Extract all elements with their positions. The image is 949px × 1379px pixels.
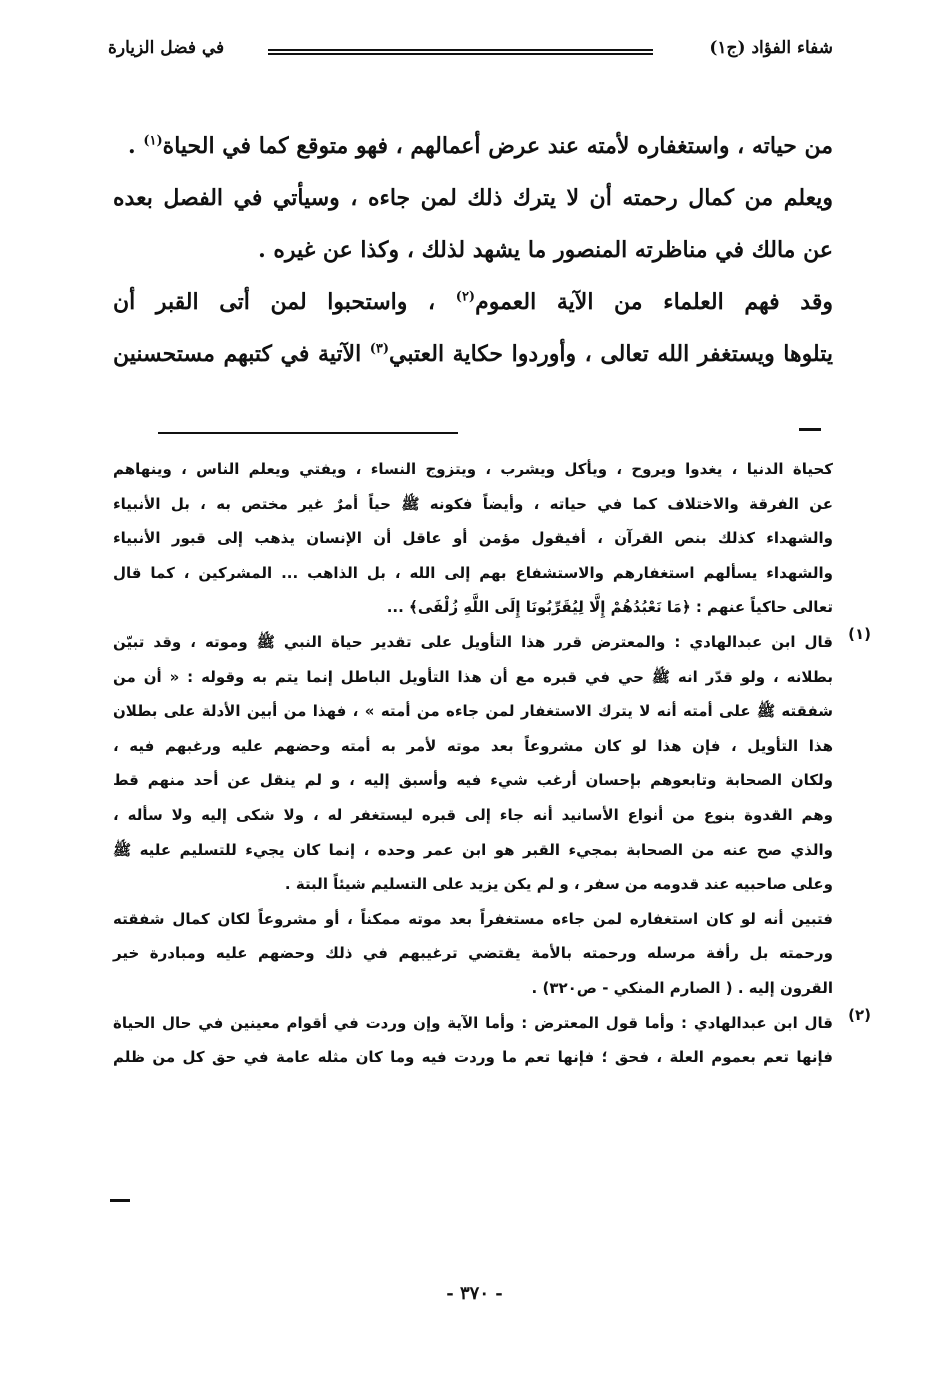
header-rule (268, 49, 653, 55)
continuation-dash (110, 1199, 130, 1202)
footnote-1 (113, 624, 871, 1006)
main-text (113, 120, 833, 380)
footnote-2 (113, 1005, 871, 1075)
footnote-dash (799, 428, 821, 431)
footnotes (113, 452, 871, 1075)
footnote-line: ورحمته بل رأفة مرسله ورحمته بالأمة يقتضي ترغيبهم في ذلك وحضهم عليه ومبادرة خير (113, 944, 833, 963)
footnote-line: قال ابن عبدالهادي : والمعترض قرر هذا التأويل على تقدير حياة النبي ﷺ وموته ، وقد تبيّن (113, 632, 833, 651)
body-line: ويعلم من كمال رحمته أن لا يترك ذلك لمن جاءه ، وسيأتي في الفصل بعده (113, 185, 833, 211)
body-line: وقد فهم العلماء من الآية العموم$^{(٢)}$ ، واستحبوا لمن أتى القبر أن (113, 289, 833, 315)
footnote-line: والشهداء كذلك بنص القرآن ، أفيقول مؤمن أو عاقل أن الإنسان يذهب إلى قبور الأنبياء (113, 529, 833, 548)
page-number: - ٣٧٠ - (446, 1283, 503, 1304)
footnote-ref: (٣) (369, 341, 390, 357)
footnote-line: فتبين أنه لو كان استغفاره لمن جاءه مستغفراً بعد موته ممكناً ، أو مشروعاً لكان كمال شفقته (113, 909, 833, 928)
footnote-line: تعالى حاكياً عنهم : ﴿مَا نَعْبُدُهُمْ إِلَّا لِيُقَرِّبُونَا إِلَى اللَّهِ زُلْفَى﴾ ... (386, 598, 833, 617)
book-title: شفاء الفؤاد (ج١) (709, 38, 833, 58)
footnote-line: كحياة الدنيا ، يغدوا ويروح ، ويأكل ويشرب ، ويتزوج النساء ، ويفتي ويعلم الناس ، وينهاهم (113, 460, 833, 478)
footnote-line: وهم القدوة بنوع من أنواع الأسانيد أنه جاء إلى قبره ليستغفر له ، ولا شكى إليه ولا سأله ، (113, 805, 833, 824)
footnote-line: والذي صح عنه من الصحابة بمجيء القبر هو ابن عمر وحده ، إنما كان يجيء للتسليم عليه ﷺ (113, 840, 833, 859)
footnote-line: ولكان الصحابة وتابعوهم بإحسان أرغب شيء فيه وأسبق إليه ، و لم ينقل عن أحد منهم قط (113, 771, 833, 790)
section-title: في فضل الزيارة (108, 38, 225, 58)
footnote-number: (٢) (848, 1005, 871, 1024)
footnote-separator (158, 432, 458, 434)
footnote-line: والشهداء يسألهم استغفارهم والاستشفاع بهم إلى الله ، بل الذاهب ... المشركين ، كما قال (113, 563, 833, 582)
footnote-line: عن الفرقة والاختلاف كما في حياته ، وأيضاً فكونه ﷺ حياً أمرٌ غير مختص به ، بل الأنبياء (113, 494, 833, 513)
footnote-line: هذا التأويل ، فإن هذا لو كان مشروعاً بعد موته لأمر به أمته وحضهم عليه ورغبهم فيه ، (113, 736, 833, 755)
footnote-line: القرون إليه . ( الصارم المنكي - ص٣٢٠) . (531, 978, 833, 997)
footnote-ref: (١) (143, 133, 163, 149)
body-line: من حياته ، واستغفاره لأمته عند عرض أعمالهم ، فهو متوقع كما في الحياة$^{(١)}$ . (128, 133, 833, 159)
footnote-line: شفقته ﷺ على أمته أنه لا يترك الاستغفار لمن جاءه من أمته » ، فهذا من أبين الأدلة على بطلان (113, 702, 833, 721)
running-header (108, 38, 833, 68)
footnote-line: فإنها تعم بعموم العلة ، فحق ؛ فإنها تعم ما وردت فيه وما كان مثله عامة في حق كل من ظلم (113, 1048, 833, 1067)
footnote-number: (١) (848, 624, 871, 643)
footnote-line: وعلى صاحبيه عند قدومه من سفر ، و لم يكن يزيد على التسليم شيئاً البتة . (284, 875, 833, 894)
body-line: عن مالك في مناظرته المنصور ما يشهد لذلك ، وكذا عن غيره . (258, 237, 833, 263)
footnote-ref: (٢) (455, 289, 476, 305)
body-line: يتلوها ويستغفر الله تعالى ، وأوردوا حكاية العتبي$^{(٣)}$ الآتية في كتبهم مستحسنين (113, 341, 833, 367)
footnote-line: قال ابن عبدالهادي : وأما قول المعترض : وأما الآية وإن وردت في أقوام معينين في حال الحياة (113, 1013, 833, 1032)
footnote-line: بطلانه ، ولو قدّر انه ﷺ حي في قبره مع أن هذا التأويل الباطل إنما يتم به وقوله : « أن من (113, 667, 833, 686)
